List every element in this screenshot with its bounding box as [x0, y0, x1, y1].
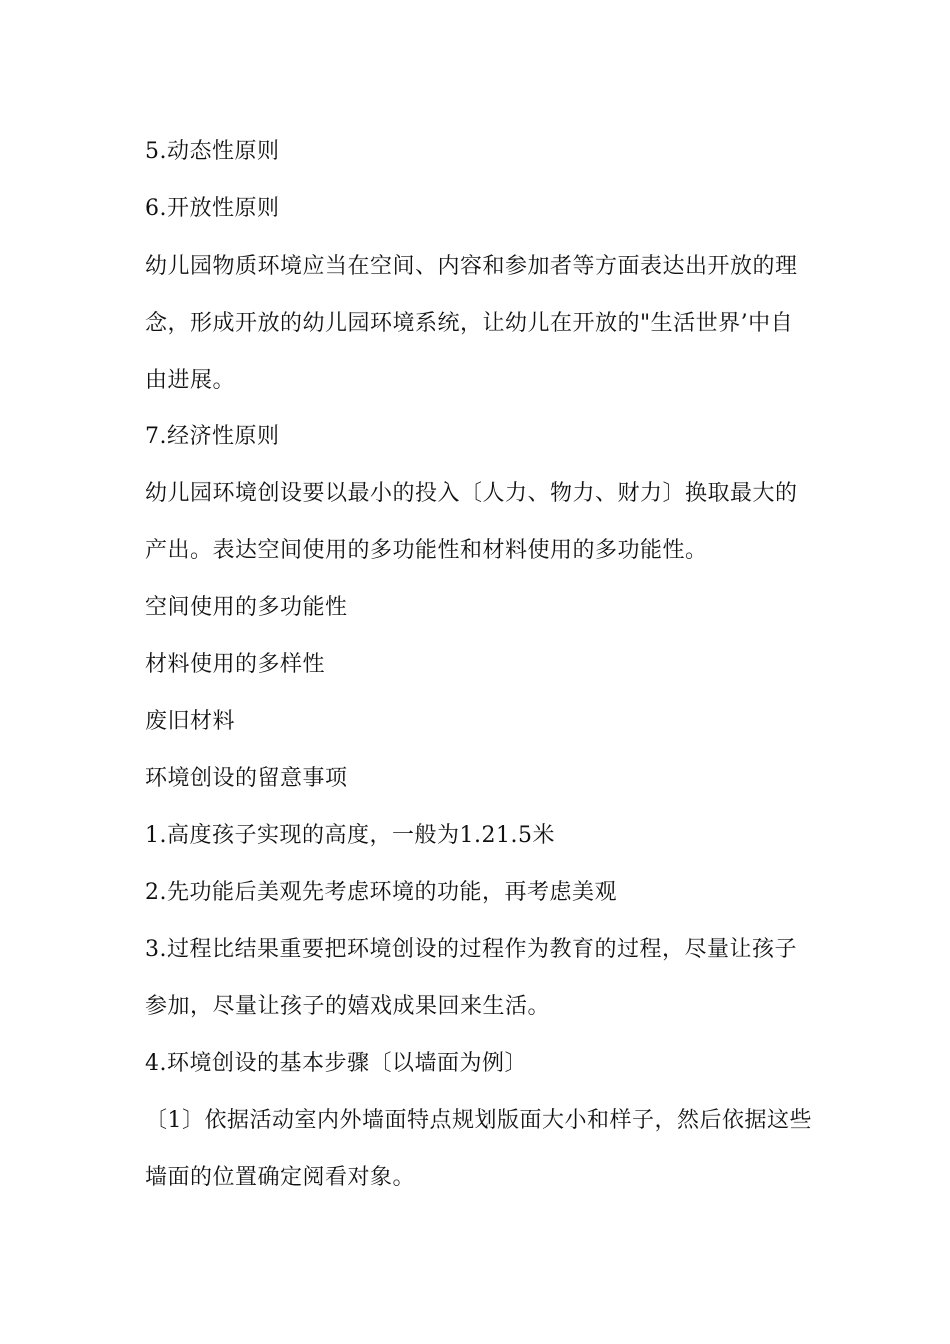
- heading-open-principle: 6.开放性原则: [145, 196, 280, 221]
- heading-notes: 环境创设的留意事项: [145, 766, 348, 791]
- item-waste-material: 废旧材料: [145, 709, 236, 734]
- note-3-process-line-1: 3.过程比结果重要把环境创设的过程作为教育的过程，尽量让孩子: [145, 937, 797, 962]
- heading-economy-principle: 7.经济性原则: [145, 424, 280, 449]
- paragraph-open-line-3: 由进展。: [145, 368, 236, 393]
- paragraph-economy-line-2: 产出。表达空间使用的多功能性和材料使用的多功能性。: [145, 538, 708, 563]
- item-material-diversity: 材料使用的多样性: [145, 652, 326, 677]
- paragraph-open-line-1: 幼儿园物质环境应当在空间、内容和参加者等方面表达出开放的理: [145, 254, 798, 279]
- paragraph-economy-line-1: 幼儿园环境创设要以最小的投入〔人力、物力、财力〕换取最大的: [145, 481, 798, 506]
- step-1-line-2: 墙面的位置确定阅看对象。: [145, 1165, 416, 1190]
- note-2-function: 2.先功能后美观先考虑环境的功能，再考虑美观: [145, 880, 617, 905]
- step-1-line-1: 〔1〕依据活动室内外墙面特点规划版面大小和样子，然后依据这些: [145, 1108, 812, 1133]
- note-4-steps: 4.环境创设的基本步骤〔以墙面为例〕: [145, 1051, 527, 1076]
- paragraph-open-line-2: 念，形成开放的幼儿园环境系统，让幼儿在开放的"生活世界’中自: [145, 311, 794, 336]
- heading-dynamic-principle: 5.动态性原则: [145, 139, 280, 164]
- item-space-multifunction: 空间使用的多功能性: [145, 595, 348, 620]
- note-1-height: 1.高度孩子实现的高度，一般为1.21.5米: [145, 823, 555, 848]
- note-3-process-line-2: 参加，尽量让孩子的嬉戏成果回来生活。: [145, 994, 551, 1019]
